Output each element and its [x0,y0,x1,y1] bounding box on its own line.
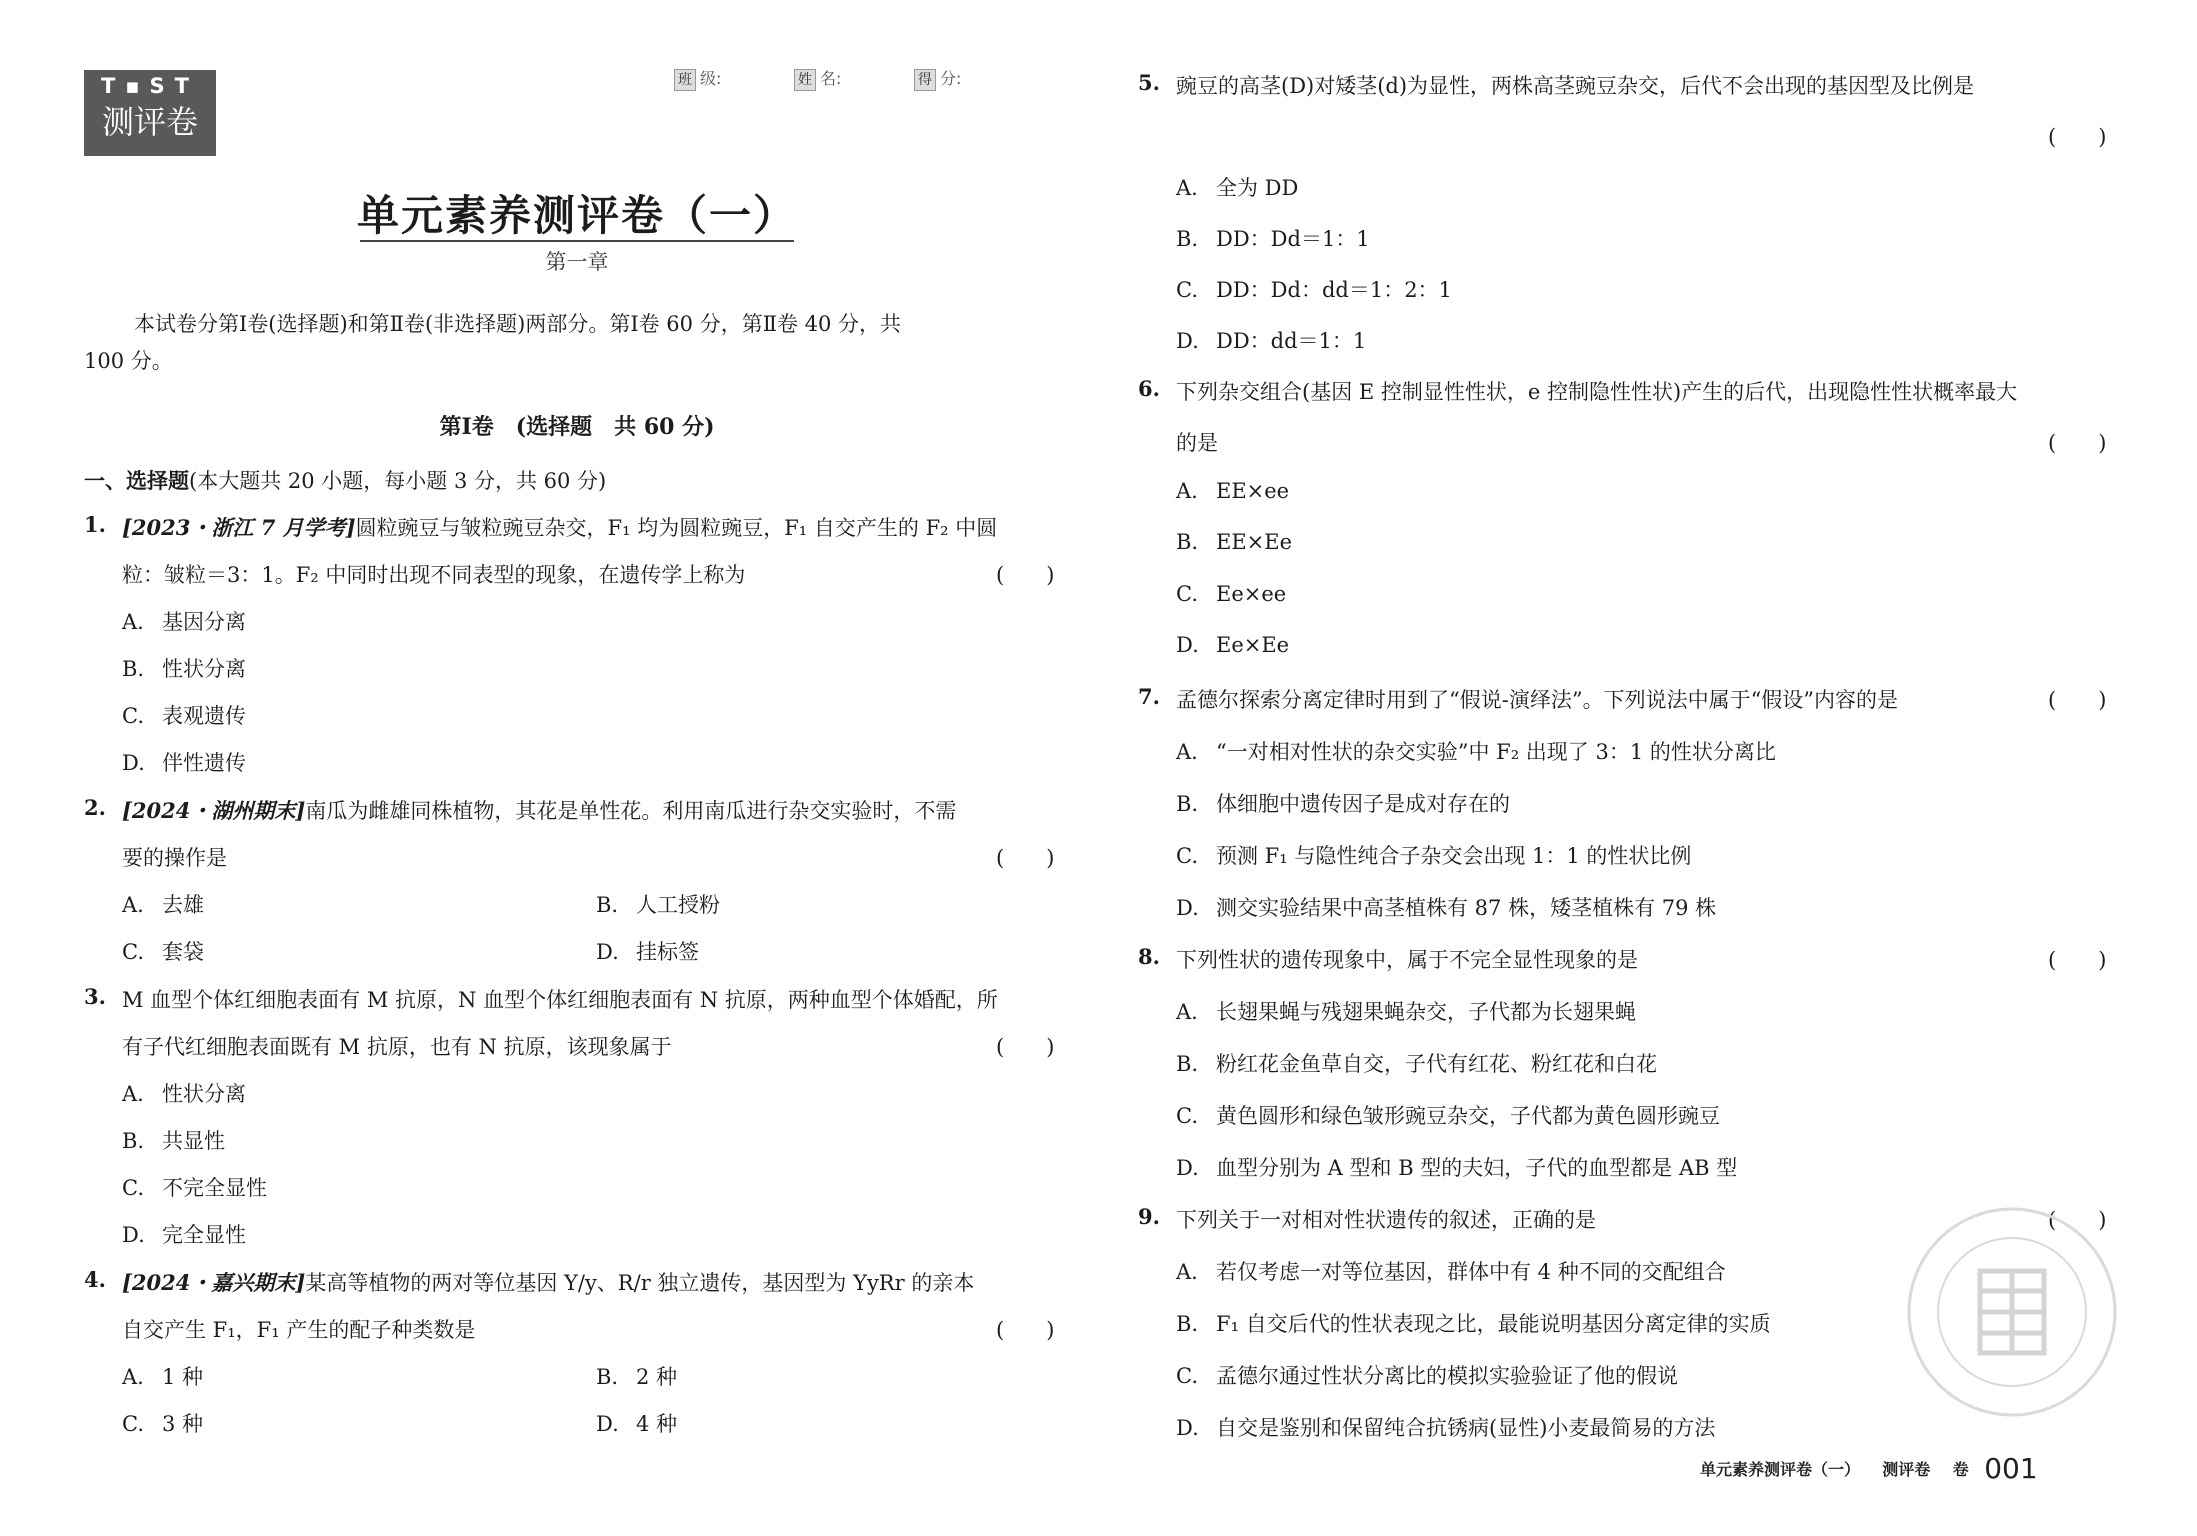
option-key: B. [596,1365,619,1389]
option-text: EE×ee [1216,479,1290,503]
page-number: 001 [1984,1452,2038,1485]
option-text: 人工授粉 [636,893,720,917]
q8-option-b [1176,1048,1657,1078]
q2-line-2: 要的操作是 [122,846,227,870]
option-text: 套袋 [162,940,204,964]
option-key: A. [122,893,144,917]
q1-option-b [122,653,246,683]
q5-number: 5. [1138,70,1160,95]
q1-number: 1. [84,512,106,537]
q8-option-c [1176,1100,1720,1130]
q9-answer-blank: ( ) [2048,1208,2107,1232]
option-text: 性状分离 [162,657,246,681]
q4-number: 4. [84,1267,106,1292]
option-key: C. [122,940,144,964]
part-heading [84,465,606,495]
q2-option-a [122,889,204,919]
q7-option-a [1176,736,1776,766]
score-icon: 得 [914,69,936,91]
q2-number: 2. [84,795,106,820]
q3-number: 3. [84,984,106,1009]
option-text: 若仅考虑一对等位基因，群体中有 4 种不同的交配组合 [1216,1260,1726,1284]
score-field [914,66,961,91]
q9-option-d [1176,1412,1715,1442]
q2-option-d [596,936,699,966]
q2-line-1 [122,795,956,825]
option-key: C. [1176,1104,1198,1128]
option-text: DD：dd＝1：1 [1216,329,1367,353]
q6-option-c [1176,582,1286,606]
option-text: 体细胞中遗传因子是成对存在的 [1216,792,1510,816]
option-key: C. [1176,582,1198,606]
name-icon: 姓 [794,69,816,91]
option-key: B. [122,657,145,681]
q6-option-d [1176,633,1289,657]
option-key: C. [122,704,144,728]
option-text: DD：Dd＝1：1 [1216,227,1370,251]
option-text: 预测 F₁ 与隐性纯合子杂交会出现 1：1 的性状比例 [1216,844,1692,868]
option-text: 完全显性 [162,1223,246,1247]
q2-line-1-text: 南瓜为雌雄同株植物，其花是单性花。利用南瓜进行杂交实验时，不需 [305,799,957,823]
q1-option-c [122,700,246,730]
option-key: B. [1176,530,1199,554]
option-text: Ee×ee [1216,582,1287,606]
q1-option-a [122,606,246,636]
option-key: C. [122,1176,144,1200]
option-key: A. [122,1082,144,1106]
option-text: DD：Dd：dd＝1：2：1 [1216,278,1452,302]
option-key: B. [122,1129,145,1153]
option-key: A. [1176,1000,1198,1024]
name-field [794,66,841,91]
footer-book-title: 单元素养测评卷（一） [1700,1460,1861,1479]
option-text: 3 种 [162,1412,204,1436]
q3-option-a [122,1078,246,1108]
q2-source: [2024・湖州期末] [122,798,306,823]
option-text: 粉红花金鱼草自交，子代有红花、粉红花和白花 [1216,1052,1657,1076]
option-text: 测交实验结果中高茎植株有 87 株，矮茎植株有 79 株 [1216,896,1717,920]
class-label: 级: [700,69,722,88]
q2-option-c [122,936,204,966]
option-key: C. [1176,844,1198,868]
q3-option-d [122,1219,246,1249]
option-key: D. [122,751,145,775]
q7-option-d [1176,892,1716,922]
q3-line-1: M 血型个体红细胞表面有 M 抗原，N 血型个体红细胞表面有 N 抗原，两种血型个体婚配，所 [122,988,998,1012]
option-key: A. [1176,176,1198,200]
q5-answer-blank: ( ) [2048,125,2107,149]
option-text: 共显性 [162,1129,225,1153]
q4-line-1 [122,1267,974,1297]
intro-line-1: 本试卷分第Ⅰ卷(选择题)和第Ⅱ卷(非选择题)两部分。第Ⅰ卷 60 分，第Ⅱ卷 40 分，共 [134,312,902,336]
option-text: 去雄 [162,893,204,917]
q9-option-c [1176,1360,1678,1390]
q8-option-a [1176,996,1636,1026]
q3-option-c [122,1172,267,1202]
q4-option-a [122,1361,203,1391]
option-key: A. [1176,740,1198,764]
q4-option-d [596,1408,677,1438]
left-column [84,0,1070,1536]
option-text: 表观遗传 [162,704,246,728]
option-key: D. [1176,1416,1199,1440]
option-key: B. [1176,1052,1199,1076]
option-key: D. [596,1412,619,1436]
class-field [674,66,721,91]
option-text: 性状分离 [162,1082,246,1106]
logo-bottom-text: 测评卷 [101,103,198,141]
option-key: D. [1176,633,1199,657]
score-label: 分: [940,69,962,88]
part-heading-bold: 一、选择题 [84,468,189,493]
option-key: D. [1176,1156,1199,1180]
q6-number: 6. [1138,376,1160,401]
q5-option-b [1176,223,1370,253]
name-label: 名: [820,69,842,88]
option-key: D. [596,940,619,964]
logo-underline [84,150,216,153]
q2-option-b [596,889,720,919]
option-text: 伴性遗传 [162,751,246,775]
option-text: EE×Ee [1216,530,1293,554]
watermark-seal [1905,1205,2120,1420]
option-text: 4 种 [636,1412,678,1436]
q7-number: 7. [1138,684,1160,709]
option-key: C. [122,1412,144,1436]
q1-line-1-text: 圆粒豌豆与皱粒豌豆杂交，F₁ 均为圆粒豌豆，F₁ 自交产生的 F₂ 中圆 [355,516,998,540]
title-underline [360,240,794,242]
q1-line-1 [122,512,997,542]
option-text: 黄色圆形和绿色皱形豌豆杂交，子代都为黄色圆形豌豆 [1216,1104,1720,1128]
q5-option-d [1176,325,1366,355]
option-key: A. [1176,479,1198,503]
q1-source: [2023・浙江 7 月学考] [122,515,356,540]
option-text: Ee×Ee [1216,633,1290,657]
option-text: 不完全显性 [162,1176,267,1200]
option-key: C. [1176,278,1198,302]
option-text: “一对相对性状的杂交实验”中 F₂ 出现了 3：1 的性状分离比 [1216,740,1776,764]
option-text: 1 种 [162,1365,204,1389]
q5-option-c [1176,274,1452,304]
option-text: 全为 DD [1216,176,1299,200]
part-heading-rest: (本大题共 20 小题，每小题 3 分，共 60 分) [189,469,607,493]
option-text: 2 种 [636,1365,678,1389]
q6-line-1: 下列杂交组合(基因 E 控制显性性状，e 控制隐性性状)产生的后代，出现隐性性状概率最大 [1176,380,2018,404]
q4-option-b [596,1361,677,1391]
intro-line-2: 100 分。 [84,349,173,373]
q8-answer-blank: ( ) [2048,948,2107,972]
q4-answer-blank: ( ) [996,1318,1055,1342]
option-key: D. [122,1223,145,1247]
option-key: A. [122,1365,144,1389]
q6-answer-blank: ( ) [2048,431,2107,455]
q2-answer-blank: ( ) [996,846,1055,870]
q6-line-2: 的是 [1176,431,1218,455]
q3-option-b [122,1125,225,1155]
test-logo [84,70,216,156]
option-key: D. [1176,896,1199,920]
q3-line-2: 有子代红细胞表面既有 M 抗原，也有 N 抗原，该现象属于 [122,1035,672,1059]
q1-option-d [122,747,246,777]
option-key: A. [122,610,144,634]
q6-option-b [1176,530,1292,554]
logo-top-text: T▪ST [100,74,199,98]
page-title: 单元素养测评卷（一） [356,191,797,240]
q8-line-1: 下列性状的遗传现象中，属于不完全显性现象的是 [1176,948,1638,972]
q7-answer-blank: ( ) [2048,688,2107,712]
q9-option-a [1176,1256,1726,1286]
q8-option-d [1176,1152,1737,1182]
q9-option-b [1176,1308,1771,1338]
footer-vol: 卷 [1952,1460,1969,1479]
q7-option-b [1176,788,1510,818]
q7-line-1: 孟德尔探索分离定律时用到了“假说-演绎法”。下列说法中属于“假设”内容的是 [1176,688,1899,712]
option-key: B. [1176,1312,1199,1336]
class-icon: 班 [674,69,696,91]
q4-line-2: 自交产生 F₁，F₁ 产生的配子种类数是 [122,1318,476,1342]
q5-option-a [1176,172,1298,202]
page-footer [1700,1452,2038,1485]
option-text: F₁ 自交后代的性状表现之比，最能说明基因分离定律的实质 [1216,1312,1771,1336]
option-key: C. [1176,1364,1198,1388]
q5-line-1: 豌豆的高茎(D)对矮茎(d)为显性，两株高茎豌豆杂交，后代不会出现的基因型及比例是 [1176,74,1975,98]
option-key: D. [1176,329,1199,353]
option-text: 挂标签 [636,940,699,964]
section-title: 第Ⅰ卷 (选择题 共 60 分) [439,414,715,440]
q8-number: 8. [1138,944,1160,969]
q4-source: [2024・嘉兴期末] [122,1270,306,1295]
footer-series: 测评卷 [1882,1460,1931,1479]
q3-answer-blank: ( ) [996,1035,1055,1059]
option-key: B. [1176,792,1199,816]
q1-answer-blank: ( ) [996,563,1055,587]
q9-number: 9. [1138,1204,1160,1229]
q4-option-c [122,1408,203,1438]
option-text: 自交是鉴别和保留纯合抗锈病(显性)小麦最简易的方法 [1216,1416,1716,1440]
option-key: A. [1176,1260,1198,1284]
q7-option-c [1176,840,1691,870]
option-text: 长翅果蝇与残翅果蝇杂交，子代都为长翅果蝇 [1216,1000,1636,1024]
option-key: B. [1176,227,1199,251]
option-text: 孟德尔通过性状分离比的模拟实验验证了他的假说 [1216,1364,1678,1388]
q1-line-2: 粒：皱粒＝3：1。F₂ 中同时出现不同表型的现象，在遗传学上称为 [122,563,746,587]
page-subtitle: 第一章 [545,250,609,274]
q6-option-a [1176,479,1289,503]
option-key: B. [596,893,619,917]
option-text: 血型分别为 A 型和 B 型的夫妇，子代的血型都是 AB 型 [1216,1156,1738,1180]
q9-line-1: 下列关于一对相对性状遗传的叙述，正确的是 [1176,1208,1596,1232]
q4-line-1-text: 某高等植物的两对等位基因 Y/y、R/r 独立遗传，基因型为 YyRr 的亲本 [305,1271,975,1295]
option-text: 基因分离 [162,610,246,634]
